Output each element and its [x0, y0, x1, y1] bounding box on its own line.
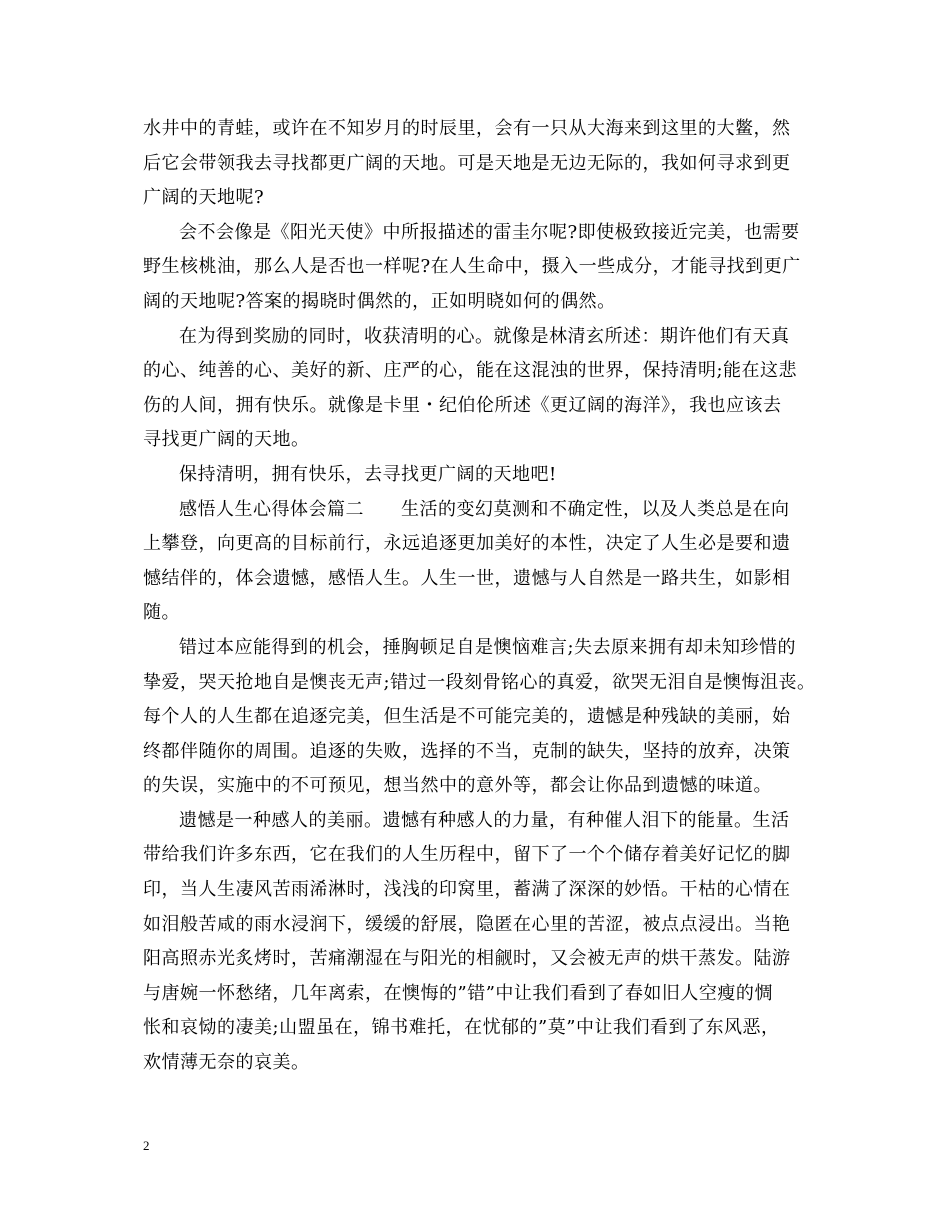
page-number: 2	[143, 1138, 150, 1153]
text-line: 欢情薄无奈的哀美。	[143, 1052, 310, 1074]
text-line: 阳高照赤光炙烤时，苦痛潮湿在与阳光的相觎时，又会被无声的烘干蒸发。陆游	[143, 948, 791, 970]
text-line: 终都伴随你的周围。追逐的失败，选择的不当，克制的缺失，坚持的放弃，决策	[143, 740, 791, 762]
text-line: 在为得到奖励的同时，收获清明的心。就像是林清玄所述：期许他们有天真	[179, 325, 790, 347]
text-line: 错过本应能得到的机会，捶胸顿足自是懊恼难言;失去原来拥有却未知珍惜的	[179, 636, 797, 658]
text-line: 后它会带领我去寻找都更广阔的天地。可是天地是无边无际的，我如何寻求到更	[143, 152, 791, 174]
text-line: 的心、纯善的心、美好的新、庄严的心，能在这混浊的世界，保持清明;能在这悲	[143, 360, 798, 382]
text-line: 感悟人生心得体会篇二 生活的变幻莫测和不确定性，以及人类总是在向	[179, 498, 790, 520]
text-line: 带给我们许多东西，它在我们的人生历程中，留下了一个个储存着美好记忆的脚	[143, 844, 791, 866]
body-text	[143, 112, 816, 1081]
text-line: 伤的人间，拥有快乐。就像是卡里・纪伯伦所述《更辽阔的海洋》，我也应该去	[143, 394, 782, 416]
text-line: 的失误，实施中的不可预见，想当然中的意外等，都会让你品到遗憾的味道。	[143, 775, 772, 797]
text-line: 广阔的天地呢?	[143, 187, 265, 209]
text-line: 挚爱，哭天抢地自是懊丧无声;错过一段刻骨铭心的真爱，欲哭无泪自是懊悔沮丧。	[143, 671, 816, 693]
text-line: 保持清明，拥有快乐，去寻找更广阔的天地吧!	[179, 463, 557, 485]
text-line: 遗憾是一种感人的美丽。遗憾有种感人的力量，有种催人泪下的能量。生活	[179, 809, 790, 831]
text-line: 上攀登，向更高的目标前行，永远追逐更加美好的本性，决定了人生必是要和遗	[143, 533, 791, 555]
text-line: 寻找更广阔的天地。	[143, 429, 310, 451]
text-line: 怅和哀恸的凄美;山盟虽在，锦书难托，在忧郁的”莫”中让我们看到了东风恶，	[143, 1017, 780, 1039]
text-line: 印，当人生凄风苦雨浠淋时，浅浅的印窝里，蓄满了深深的妙悟。干枯的心情在	[143, 879, 791, 901]
text-line: 水井中的青蛙，或许在不知岁月的时辰里，会有一只从大海来到这里的大鳖，然	[143, 118, 791, 139]
text-line: 野生核桃油，那么人是否也一样呢?在人生命中，摄入一些成分，才能寻找到更广	[143, 256, 801, 278]
text-line: 会不会像是《阳光天使》中所报描述的雷圭尔呢?即使极致接近完美，也需要	[179, 221, 800, 243]
text-line: 每个人的人生都在追逐完美，但生活是不可能完美的，遗憾是种残缺的美丽，始	[143, 706, 791, 728]
text-line: 憾结伴的，体会遗憾，感悟人生。人生一世，遗憾与人自然是一路共生，如影相	[143, 567, 791, 589]
text-line: 阔的天地呢?答案的揭晓时偶然的，正如明晓如何的偶然。	[143, 290, 616, 312]
text-line: 随。	[143, 602, 180, 624]
text-line: 如泪般苦咸的雨水浸润下，缓缓的舒展，隐匿在心里的苦涩，被点点浸出。当艳	[143, 913, 791, 935]
text-line: 与唐婉一怀愁绪，几年离索，在懊悔的”错”中让我们看到了春如旧人空瘦的惆	[143, 982, 773, 1004]
